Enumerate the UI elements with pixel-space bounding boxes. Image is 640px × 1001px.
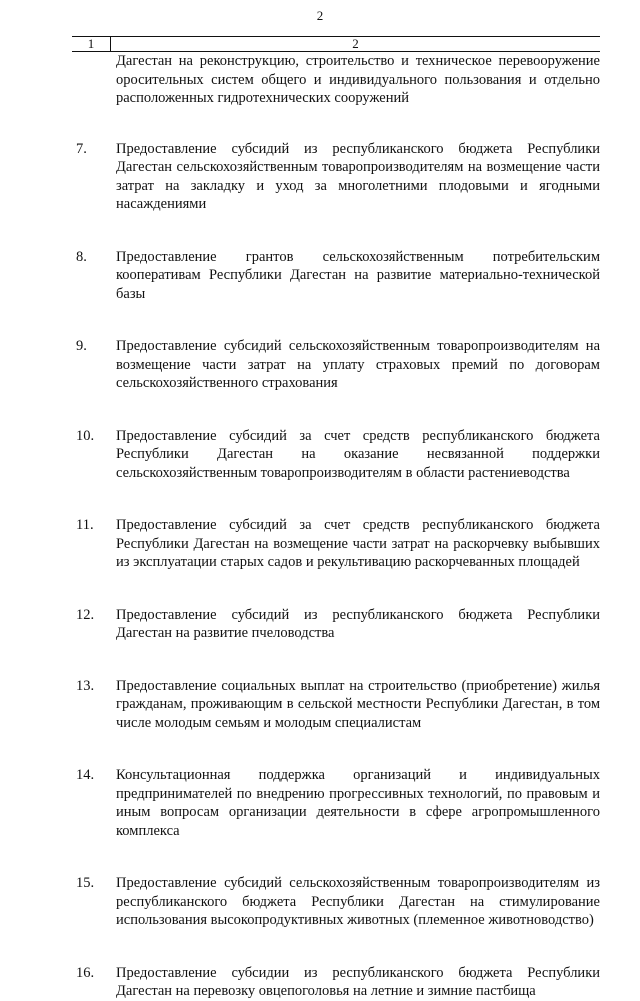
list-item-text: Предоставление субсидий из республиканского бюджета Республики Дагестан на развитие пчеловодства (116, 606, 600, 641)
list-item-text: Предоставление субсидий из республиканского бюджета Республики Дагестан сельскохозяйственным товаропроизводителям на возмещение части затрат на закладку и уход за многолетними плодовыми и ягодными насаждениями (116, 140, 600, 212)
list-item (72, 874, 600, 930)
table-header-col-2: 2 (352, 36, 359, 51)
list-item-number: 10. (76, 427, 95, 444)
list-item-number: 13. (76, 677, 95, 694)
list-item-text: Предоставление социальных выплат на строительство (приобретение) жилья гражданам, проживающим в сельской местности Республики Дагестан, в том числе молодым семьям и молодым специалистам (116, 677, 600, 731)
list-item-text: Предоставление грантов сельскохозяйственным потребительским кооперативам Республики Дагестан на развитие материально-технической базы (116, 248, 600, 302)
list-item-text: Предоставление субсидий за счет средств республиканского бюджета Республики Дагестан на оказание несвязанной поддержки сельскохозяйственным товаропроизводителям в области растениеводства (116, 427, 600, 481)
list-item-number: 14. (76, 767, 95, 783)
list-item (72, 964, 600, 1001)
list-item (72, 337, 600, 393)
list-item-number: 11. (76, 517, 94, 533)
list-item-text: Предоставление субсидий за счет средств республиканского бюджета Республики Дагестан на возмещение части затрат на раскорчевку выбывших из эксплуатации старых садов и рекультивацию раскорчеванных площадей (116, 517, 600, 570)
list-item-number: 15. (76, 875, 95, 891)
list-item-text: Предоставление субсидий сельскохозяйственным товаропроизводителям из республиканского бюджета Республики Дагестан на стимулирование использования высокопродуктивных животных (племенное животноводство) (116, 875, 600, 928)
list-item (72, 766, 600, 840)
list-item-number: 9. (76, 338, 87, 354)
list-item (72, 427, 600, 483)
list-item-number (72, 52, 116, 108)
measures-list (72, 52, 600, 1001)
list-item-text: Предоставление субсидий сельскохозяйственным товаропроизводителям на возмещение части затрат на уплату страховых премий по договорам сельскохозяйственного страхования (116, 338, 600, 391)
list-item-text: Предоставление субсидии из республиканского бюджета Республики Дагестан на перевозку овцепоголовья на летние и зимние пастбища (116, 964, 600, 999)
list-item (72, 516, 600, 572)
list-item (72, 140, 600, 214)
list-item-number: 16. (76, 964, 95, 981)
list-item-number: 12. (76, 606, 95, 623)
list-item-number: 8. (76, 248, 87, 265)
table-header-col-1: 1 (72, 37, 111, 51)
list-item-text: Консультационная поддержка организаций и индивидуальных предпринимателей по внедрению прогрессивных технологий, по правовым и иным вопросам организации деятельности в сфере агропромышленного комплекса (116, 767, 600, 839)
list-item-text: Дагестан на реконструкцию, строительство и техническое перевооружение оросительных систем общего и индивидуального пользования и отдельно расположенных гидротехнических сооружений (116, 53, 600, 106)
page-number: 2 (316, 8, 324, 23)
list-item (72, 248, 600, 304)
table-header (72, 36, 600, 52)
list-item (72, 606, 600, 643)
list-item (72, 677, 600, 733)
list-item-continuation (72, 52, 600, 108)
list-item-number: 7. (76, 140, 87, 157)
